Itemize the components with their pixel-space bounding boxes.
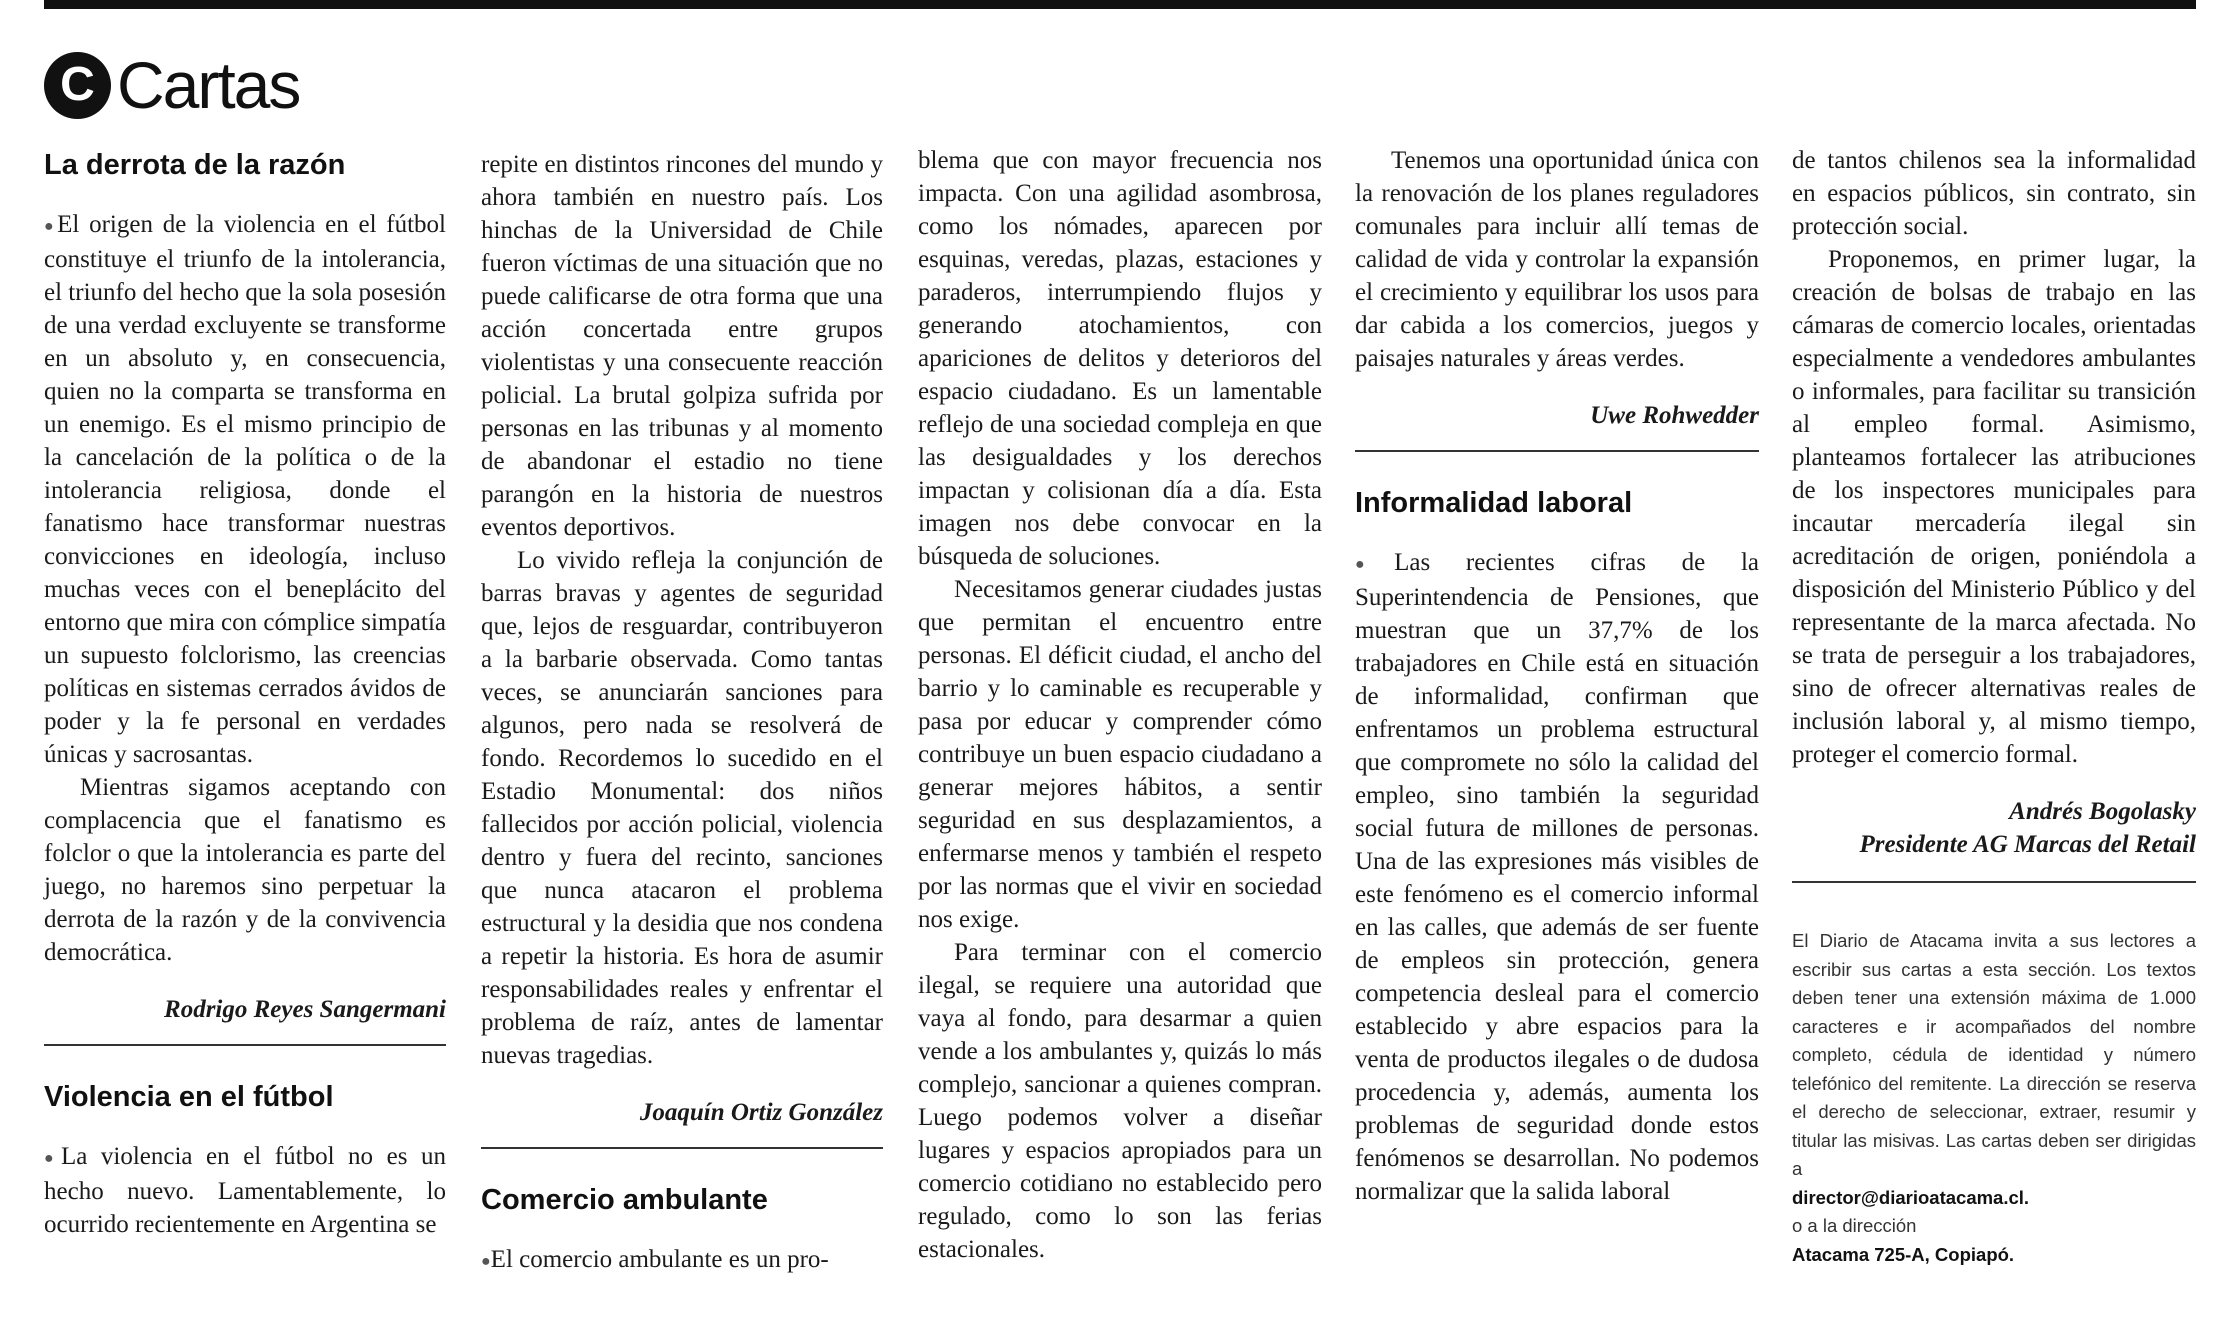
letter-razon-p1: ●El origen de la violencia en el fútbol constituye el triunfo de la intolerancia, el triunfo del hecho que la sola posesión de una verdad excluyente se transforme en un absoluto y, en consecuencia, quien no la comparta se transforma en un enemigo. Es el mismo principio de la cancelación de la política o de la intolerancia religiosa, donde el fanatismo hace transformar nuestras convicciones en ideología, incluso muchas veces con el beneplácito del entorno que mira con cómplice simpatía un supuesto folclorismo, las creencias políticas en sistemas cerrados ávidos de poder y la fe personal en verdades únicas y sacrosantas. (44, 211, 446, 768)
headline-futbol: Violencia en el fútbol (44, 1080, 334, 1113)
signature-name: Andrés Bogolasky (2009, 798, 2196, 825)
signature-razon: Rodrigo Reyes Sangermani (164, 995, 446, 1023)
bullet-icon: ● (44, 1149, 61, 1167)
column-3 (918, 144, 1322, 1266)
section-header (44, 30, 299, 140)
letter-informalidad-p2: Proponemos, en primer lugar, la creación de bolsas de trabajo en las cámaras de comercio locales, orientadas especialmente a vendedores ambulantes o informales, para facilitar su transición al empleo formal. Asimismo, planteamos fortalecer las atribuciones de los inspectores municipales para incautar mercadería ilegal sin acreditación de origen, poniéndola a disposición del Ministerio Público y del representante de la marca afectada. No se trata de perseguir a los trabajadores, sino de ofrecer alternativas reales de inclusión laboral y, al mismo tiempo, proteger el comercio formal. (1792, 246, 2196, 768)
section-logo: C (44, 52, 111, 119)
separator (44, 1044, 446, 1046)
column-1 (44, 148, 446, 1241)
note-text: El Diario de Atacama invita a sus lectores a escribir sus cartas a esta sección. Los textos deben tener una extensión máxima de 1.000 caracteres e ir acompañados del nombre completo, cédula de identidad y número telefónico del remitente. La dirección se reserva el derecho de seleccionar, extraer, resumir y titular las misivas. Las cartas deben ser dirigidas a (1792, 930, 2196, 1179)
separator (481, 1147, 883, 1149)
separator (1792, 881, 2196, 883)
letter-comercio-p1b: blema que con mayor frecuencia nos impacta. Con una agilidad asombrosa, como los nómades, aparecen por esquinas, veredas, plazas, estaciones y paraderos, interrumpiendo flujos y generando atochamientos, con apariciones de delitos y deterioros del espacio ciudadano. Es un lamentable reflejo de una sociedad compleja en que las desigualdades y los derechos impactan y colisionan día a día. Esta imagen nos debe convocar en la búsqueda de soluciones. (918, 147, 1322, 570)
letter-comercio-p2: Necesitamos generar ciudades justas que permitan el encuentro entre personas. El déficit ciudad, el ancho del barrio y lo caminable es recuperable y pasa por educar y comprender cómo contribuye un buen espacio ciudadano a generar mejores hábitos, a sentir seguridad en sus desplazamientos, a enfermarse menos y también el respeto por las normas que el vivir en sociedad nos exige. (918, 576, 1322, 933)
letter-comercio-p4: Tenemos una oportunidad única con la renovación de los planes reguladores comunales para incluir allí temas de calidad de vida y controlar la expansión el crecimiento y equilibrar los usos para dar cabida a los comercios, juegos y paisajes naturales y áreas verdes. (1355, 147, 1759, 372)
section-title: Cartas (117, 48, 300, 122)
signature-comercio: Uwe Rohwedder (1590, 402, 1759, 429)
headline-razon: La derrota de la razón (44, 149, 346, 181)
headline-informalidad: Informalidad laboral (1355, 487, 1633, 519)
signature-role: Presidente AG Marcas del Retail (1859, 831, 2196, 858)
letter-comercio-p3: Para terminar con el comercio ilegal, se requiere una autoridad que vaya al fondo, para desarmar a quien vende a los ambulantes y, quizás lo más complejo, sancionar a quienes compran. Luego podemos volver a diseñar lugares y espacios apropiados para un comercio cotidiano no establecido pero regulado, como lo son las ferias estacionales. (918, 939, 1322, 1263)
signature-informalidad (1792, 795, 2196, 861)
bullet-icon: ● (44, 217, 58, 235)
letter-comercio-p1a: ●El comercio ambulante es un pro- (481, 1246, 829, 1273)
letter-informalidad-p1b: de tantos chilenos sea la informalidad en espacios públicos, sin contrato, sin protección social. (1792, 147, 2196, 240)
letter-futbol-p1a: ●La violencia en el fútbol no es un hecho nuevo. Lamentablemente, lo ocurrido recientemente en Argentina se (44, 1142, 446, 1238)
submission-note (1792, 927, 2196, 1269)
letter-futbol-p1b: repite en distintos rincones del mundo y ahora también en nuestro país. Los hinchas de la Universidad de Chile fueron víctimas de una situación que no puede calificarse de otra forma que una acción concertada entre grupos violentistas y una consecuente reacción policial. La brutal golpiza sufrida por personas en las tribunas y al momento de abandonar el estadio no tiene parangón en la historia de nuestros eventos deportivos. (481, 151, 883, 541)
column-2 (481, 148, 883, 1278)
letter-razon-p2: Mientras sigamos aceptando con complacencia que el fanatismo es folclor o que la intolerancia es parte del juego, no haremos sino perpetuar la derrota de la razón y de la convivencia democrática. (44, 773, 446, 966)
letter-informalidad-p1a: ●Las recientes cifras de la Superintendencia de Pensiones, que muestran que un 37,7% de los trabajadores en Chile está en situación de informalidad, confirman que enfrentamos un problema estructural que compromete no sólo la calidad del empleo, sino también la seguridad social futura de millones de personas. Una de las expresiones más visibles de este fenómeno es el comercio informal en las calles, que además de ser fuente de empleos sin protección, genera competencia desleal para el comercio establecido y abre espacios para la venta de productos ilegales o de dudosa procedencia y, además, aumenta los problemas de seguridad donde estos fenómenos se desarrollan. No podemos normalizar que la salida laboral (1355, 549, 1759, 1205)
note-email[interactable]: director@diarioatacama.cl. (1792, 1186, 2030, 1208)
column-4 (1355, 144, 1759, 1208)
letter-futbol-p2: Lo vivido refleja la conjunción de barras bravas y agentes de seguridad que, lejos de resguardar, contribuyeron a la barbarie observada. Como tantas veces, se anunciarán sanciones para algunos, pero nada se resolverá de fondo. Recordemos lo sucedido en el Estadio Monumental: dos niños fallecidos por acción policial, violencia dentro y fuera del recinto, sanciones que nunca atacaron el problema estructural y la desidia que nos condena a repetir la historia. Es hora de asumir responsabilidades reales y enfrentar el problema de raíz, antes de lamentar nuevas tragedias. (481, 547, 883, 1069)
headline-comercio: Comercio ambulante (481, 1184, 768, 1216)
note-address: Atacama 725-A, Copiapó. (1792, 1243, 2015, 1265)
top-rule (44, 0, 2196, 9)
note-or-address: o a la dirección (1792, 1215, 1917, 1236)
separator (1355, 450, 1759, 452)
bullet-icon: ● (481, 1252, 491, 1270)
signature-futbol: Joaquín Ortiz González (639, 1099, 883, 1126)
column-5 (1792, 144, 2196, 1269)
bullet-icon: ● (1355, 555, 1395, 573)
